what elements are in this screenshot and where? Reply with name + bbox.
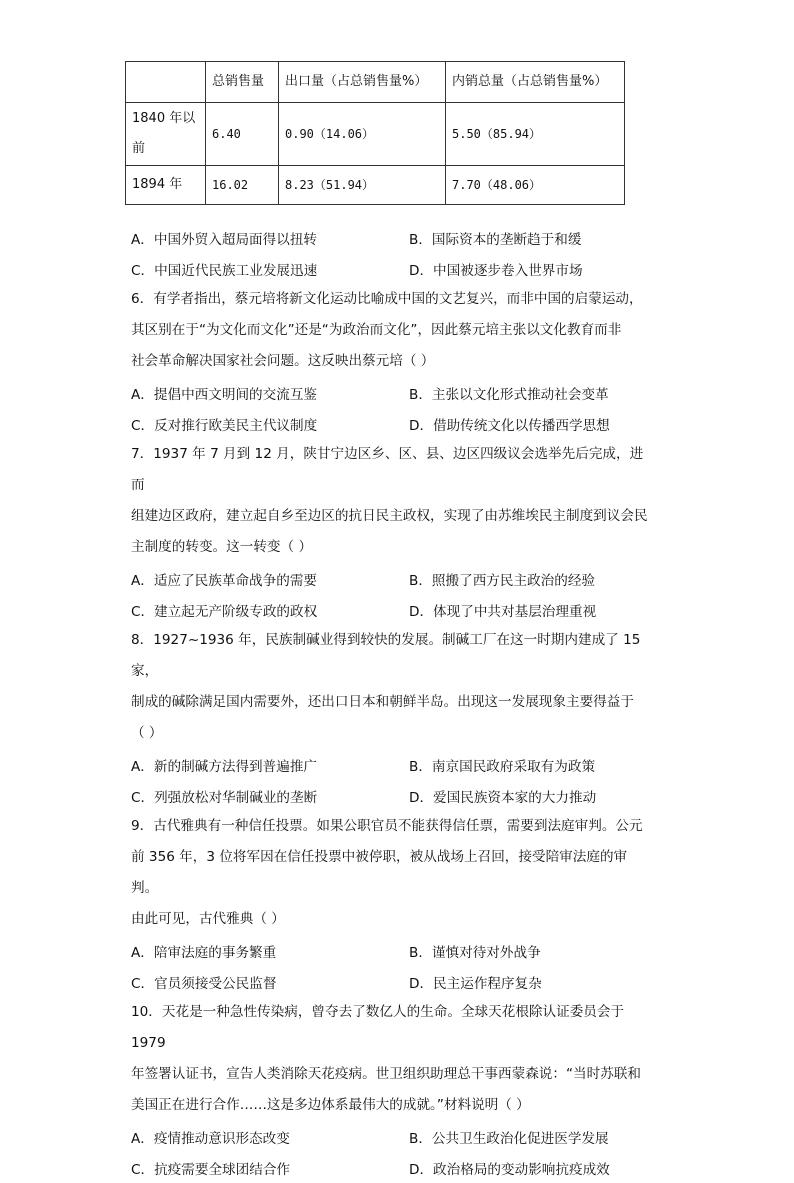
option-b[interactable]: B．谨慎对待对外战争 bbox=[409, 944, 541, 961]
question-stem-line: 6．有学者指出，蔡元培将新文化运动比喻成中国的文艺复兴，而非中国的启蒙运动， bbox=[131, 291, 643, 307]
question-8 bbox=[131, 625, 651, 811]
option-a[interactable]: A．疫情推动意识形态改变 bbox=[131, 1130, 290, 1147]
option-row bbox=[131, 966, 651, 997]
question-stem-line: 10．天花是一种急性传染病，曾夺去了数亿人的生命。全球天花根除认证委员会于 1979 bbox=[131, 1004, 625, 1051]
table-header-cell bbox=[126, 62, 206, 103]
table-cell: 6.40 bbox=[206, 103, 279, 166]
option-row bbox=[131, 222, 651, 253]
table-cell: 5.50（85.94） bbox=[446, 103, 625, 166]
option-d[interactable]: D．中国被逐步卷入世界市场 bbox=[409, 262, 583, 279]
option-d[interactable]: D．借助传统文化以传播西学思想 bbox=[409, 417, 610, 434]
option-a[interactable]: A．陪审法庭的事务繁重 bbox=[131, 944, 277, 961]
question-stem-line: 8．1927~1936 年，民族制碱业得到较快的发展。制碱工厂在这一时期内建成了 15 家， bbox=[131, 632, 641, 679]
option-row bbox=[131, 935, 651, 966]
question-stem-line: 由此可见，古代雅典（ ） bbox=[131, 911, 285, 927]
option-row bbox=[131, 780, 651, 811]
table-cell: 1840 年以前 bbox=[126, 103, 206, 166]
table-row bbox=[126, 103, 625, 166]
table-header-cell: 出口量（占总销售量%） bbox=[279, 62, 446, 103]
question-9 bbox=[131, 811, 651, 997]
option-a[interactable]: A．新的制碱方法得到普遍推广 bbox=[131, 758, 318, 775]
table-header-cell: 内销总量（占总销售量%） bbox=[446, 62, 625, 103]
question-stem-line: 年签署认证书，宣告人类消除天花疫病。世卫组织助理总干事西蒙森说：“当时苏联和 bbox=[131, 1066, 642, 1082]
option-b[interactable]: B．国际资本的垄断趋于和缓 bbox=[409, 231, 582, 248]
table-cell: 0.90（14.06） bbox=[279, 103, 446, 166]
option-b[interactable]: B．主张以文化形式推动社会变革 bbox=[409, 386, 609, 403]
option-row bbox=[131, 1121, 651, 1152]
option-row bbox=[131, 563, 651, 594]
option-row bbox=[131, 594, 651, 625]
question-7 bbox=[131, 439, 651, 625]
option-d[interactable]: D．爱国民族资本家的大力推动 bbox=[409, 789, 597, 806]
option-row bbox=[131, 749, 651, 780]
option-d[interactable]: D．政治格局的变动影响抗疫成效 bbox=[409, 1161, 610, 1178]
question-stem-line: 组建边区政府，建立起自乡至边区的抗日民主政权，实现了由苏维埃民主制度到议会民 bbox=[131, 508, 648, 524]
option-a[interactable]: A．适应了民族革命战争的需要 bbox=[131, 572, 318, 589]
question-stem-line: 9．古代雅典有一种信任投票。如果公职官员不能获得信任票，需要到法庭审判。公元 bbox=[131, 818, 643, 834]
option-a[interactable]: A．中国外贸入超局面得以扭转 bbox=[131, 231, 318, 248]
option-d[interactable]: D．民主运作程序复杂 bbox=[409, 975, 542, 992]
table-cell: 1894 年 bbox=[126, 166, 206, 205]
table-header-row bbox=[126, 62, 625, 103]
option-b[interactable]: B．公共卫生政治化促进医学发展 bbox=[409, 1130, 609, 1147]
option-row bbox=[131, 408, 651, 439]
question-stem-line: 其区别在于“为文化而文化”还是“为政治而文化”，因此蔡元培主张以文化教育而非 bbox=[131, 322, 622, 338]
question-6 bbox=[131, 284, 651, 439]
table-cell: 16.02 bbox=[206, 166, 279, 205]
option-a[interactable]: A．提倡中西文明间的交流互鉴 bbox=[131, 386, 318, 403]
table-header-cell: 总销售量 bbox=[206, 62, 279, 103]
table-cell: 8.23（51.94） bbox=[279, 166, 446, 205]
option-c[interactable]: C．中国近代民族工业发展迅速 bbox=[131, 262, 318, 279]
option-row bbox=[131, 1152, 651, 1183]
question-stem-line: 制成的碱除满足国内需要外，还出口日本和朝鲜半岛。出现这一发展现象主要得益于 bbox=[131, 694, 634, 710]
option-b[interactable]: B．南京国民政府采取有为政策 bbox=[409, 758, 596, 775]
question-stem-line: 主制度的转变。这一转变（ ） bbox=[131, 539, 313, 555]
option-row bbox=[131, 377, 651, 408]
option-c[interactable]: C．反对推行欧美民主代议制度 bbox=[131, 417, 318, 434]
option-c[interactable]: C．建立起无产阶级专政的政权 bbox=[131, 603, 318, 620]
option-b[interactable]: B．照搬了西方民主政治的经验 bbox=[409, 572, 596, 589]
question-stem-line: 美国正在进行合作……这是多边体系最伟大的成就。”材料说明（ ） bbox=[131, 1097, 530, 1113]
question-stem-line: 前 356 年，3 位将军因在信任投票中被停职，被从战场上召回，接受陪审法庭的审判。 bbox=[131, 849, 628, 896]
questions bbox=[131, 222, 651, 1183]
table-row bbox=[126, 166, 625, 205]
question-stem-line: 7．1937 年 7 月到 12 月，陕甘宁边区乡、区、县、边区四级议会选举先后完成，进而 bbox=[131, 446, 644, 493]
option-c[interactable]: C．列强放松对华制碱业的垄断 bbox=[131, 789, 318, 806]
option-d[interactable]: D．体现了中共对基层治理重视 bbox=[409, 603, 597, 620]
option-row bbox=[131, 253, 651, 284]
table-cell: 7.70（48.06） bbox=[446, 166, 625, 205]
sales-table bbox=[125, 61, 625, 205]
question-10 bbox=[131, 997, 651, 1183]
option-c[interactable]: C．抗疫需要全球团结合作 bbox=[131, 1161, 291, 1178]
question-5-options bbox=[131, 222, 651, 284]
question-stem-line: （ ） bbox=[131, 725, 163, 741]
option-c[interactable]: C．官员须接受公民监督 bbox=[131, 975, 277, 992]
question-stem-line: 社会革命解决国家社会问题。这反映出蔡元培（ ） bbox=[131, 353, 435, 369]
